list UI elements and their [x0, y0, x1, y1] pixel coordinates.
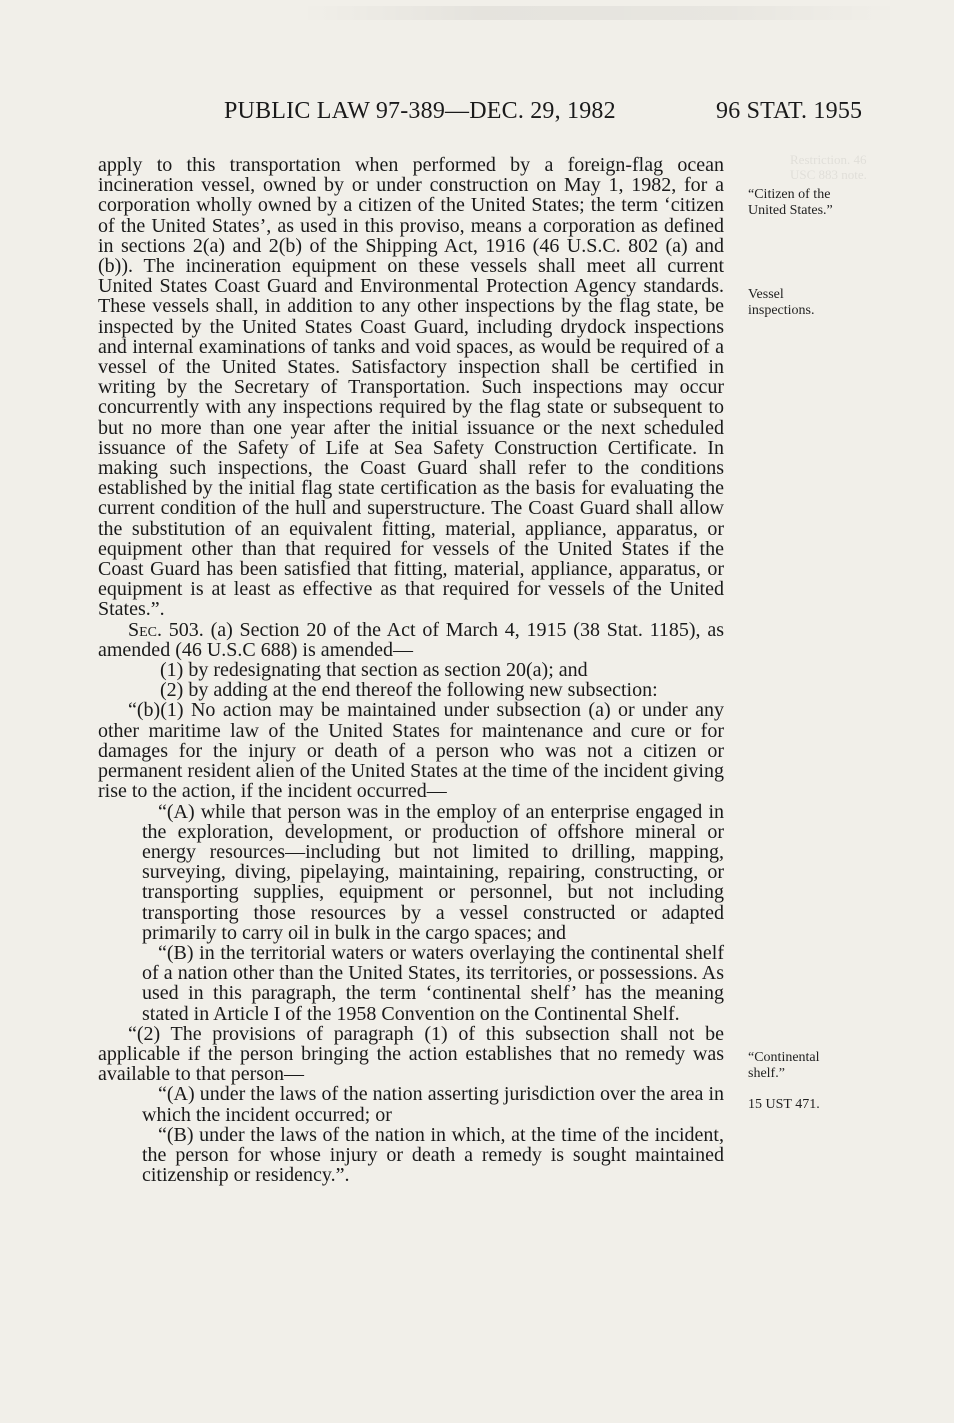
- paragraph-b1-A: “(A) while that person was in the employ of an enterprise engaged in the exploration, development, or production of offshore mineral or energy resources—including but not limited to drilling, mapping, surveying, diving, pipelaying, maintaining, repairing, constructing, or transporting supplies, equipment or personnel, but not including transporting those resources by a vessel constructed or adapted primarily to carry oil in bulk in the cargo spaces; and: [142, 800, 724, 944]
- main-text: [98, 155, 724, 1185]
- paragraph-b2: “(2) The provisions of paragraph (1) of this subsection shall not be applicable if the person bringing the action establishes that no remedy was available to that person—: [98, 1022, 724, 1086]
- bleed-through-note: Restriction. 46 USC 883 note.: [790, 152, 867, 182]
- header-law-citation: PUBLIC LAW 97-389—DEC. 29, 1982: [224, 98, 616, 124]
- header-stat-page: 96 STAT. 1955: [716, 98, 863, 124]
- margin-note-continental-shelf: “Continental shelf.”: [748, 1050, 820, 1081]
- margin-note-treaty-citation: 15 UST 471.: [748, 1097, 820, 1112]
- page-header: [0, 98, 954, 134]
- list-item-2: (2) by adding at the end thereof the following new subsection:: [160, 679, 658, 702]
- section-503-text: 503. (a) Section 20 of the Act of March 4, 1915 (38 Stat. 1185), as amended (46 U.S.C 688) is amended—: [98, 618, 724, 661]
- paragraph-b1-B: “(B) in the territorial waters or waters overlaying the continental shelf of a nation other than the United States, its territories, or possessions. As used in this paragraph, the term ‘continental shelf’ has the meaning stated in Article I of the 1958 Convention on the Continental Shelf.: [142, 941, 724, 1025]
- paragraph-b2-B: “(B) under the laws of the nation in which, at the time of the incident, the person for whose injury or death a remedy is sought maintained citizenship or residency.”.: [142, 1123, 724, 1187]
- margin-note-citizen: “Citizen of the United States.”: [748, 187, 833, 218]
- paragraph-b1: “(b)(1) No action may be maintained under subsection (a) or under any other maritime law of the United States for maintenance and cure or for damages for the injury or death of a person who was not a citizen or permanent resident alien of the United States at the time of the incident giving rise to the action, if the incident occurred—: [98, 699, 724, 803]
- paragraph-proviso: apply to this transportation when performed by a foreign-flag ocean incineration vessel, owned by or under construction on May 1, 1982, for a corporation wholly owned by a citizen of the United States; the term ‘citizen of the United States’, as used in this proviso, means a corporation as defined in sections 2(a) and 2(b) of the Shipping Act, 1916 (46 U.S.C. 802 (a) and (b)). The incineration equipment on these vessels shall meet all current United States Coast Guard and Environmental Protection Agency standards. These vessels shall, in addition to any other inspections by the flag state, be inspected by the United States Coast Guard, including drydock inspections and internal examinations of tanks and void spaces, as would be required of a vessel of the United States. Satisfactory inspection shall be certified in writing by the Secretary of Transportation. Such inspections may occur concurrently with any inspections required by the flag state or subsequent to but no more than one year after the initial issuance or the next scheduled issuance of the Safety of Life at Sea Safety Construction Certificate. In making such inspections, the Coast Guard shall refer to the conditions established by the initial flag state certification as the basis for evaluating the current condition of the hull and superstructure. The Coast Guard shall allow the substitution of an equivalent fitting, material, appliance, apparatus, or equipment other than that required for vessels of the United States if the Coast Guard has been satisfied that fitting, material, appliance, apparatus, or equipment is at least as effective as that required for vessels of the United States.”.: [98, 154, 724, 621]
- margin-note-vessel-inspections: Vessel inspections.: [748, 287, 815, 318]
- list-item-1: (1) by redesignating that section as section 20(a); and: [160, 659, 588, 682]
- paragraph-b2-A: “(A) under the laws of the nation asserting jurisdiction over the area in which the incident occurred; or: [142, 1083, 724, 1126]
- section-label: Sec.: [128, 618, 163, 641]
- paragraph-section-503: [98, 620, 724, 660]
- scan-artifact: [300, 6, 900, 20]
